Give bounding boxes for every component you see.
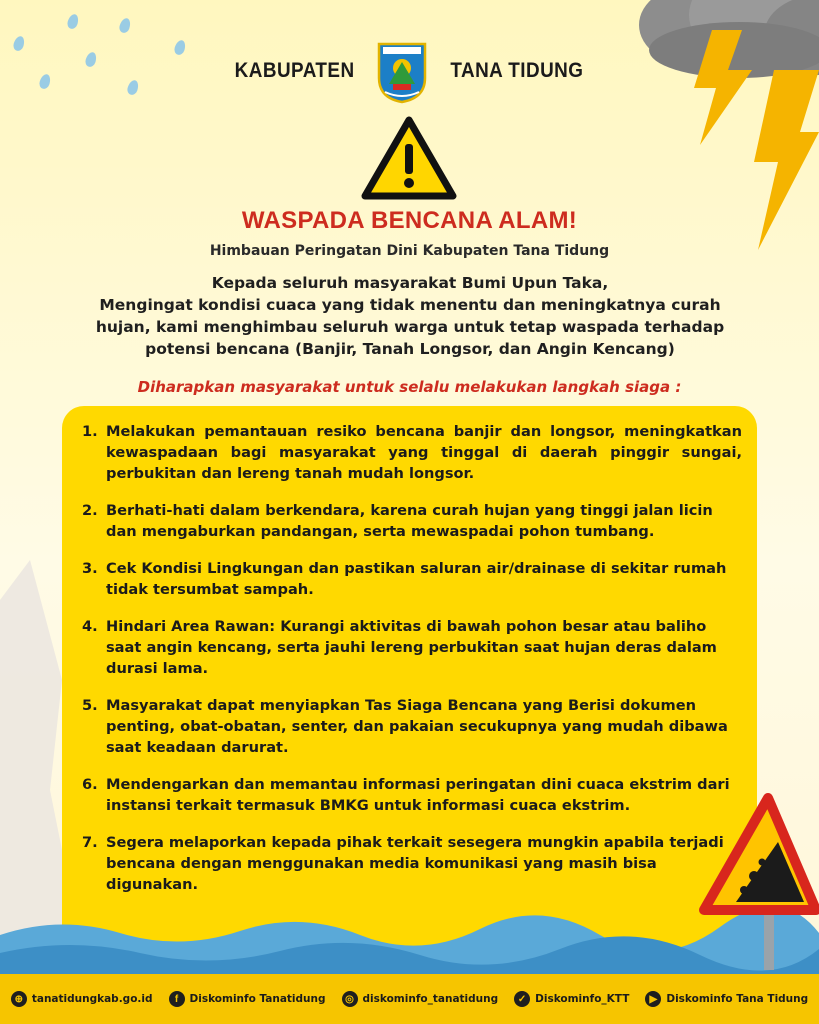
header-right-word: TANA TIDUNG [450, 59, 584, 82]
regency-crest-logo [375, 38, 429, 104]
facebook-label: Diskominfo Tanatidung [189, 993, 326, 1005]
step-text: Melakukan pemantauan resiko bencana banjir dan longsor, meningkatkan kewaspadaan bagi masyarakat yang tinggal di daerah pinggir sungai, perbukitan dan lereng tanah mudah longsor. [106, 423, 742, 482]
steps-list [82, 421, 742, 911]
step-text: Segera melaporkan kepada pihak terkait sesegera mungkin apabila terjadi bencana dengan menggunakan media komunikasi yang masih bisa digunakan. [106, 834, 724, 893]
rain-drop-icon [66, 13, 80, 30]
call-to-action: Diharapkan masyarakat untuk selalu melakukan langkah siaga : [137, 378, 682, 396]
list-item [82, 421, 742, 484]
rain-drop-icon [118, 17, 132, 34]
globe-icon: ⊕ [11, 991, 27, 1007]
intro-text [90, 272, 730, 360]
list-item [82, 695, 742, 758]
bird-icon: ✓ [514, 991, 530, 1007]
step-number: 7. [82, 834, 98, 851]
list-item [82, 500, 742, 542]
footer-twitter[interactable] [514, 991, 629, 1007]
instagram-label: diskominfo_tanatidung [362, 993, 499, 1005]
list-item [82, 558, 742, 600]
page-subtitle: Himbauan Peringatan Dini Kabupaten Tana Tidung [209, 243, 610, 259]
facebook-icon: f [169, 991, 185, 1007]
falling-rocks-sign-icon [696, 790, 819, 970]
website-label: tanatidungkab.go.id [31, 993, 153, 1005]
step-number: 1. [82, 423, 98, 440]
intro-body: Mengingat kondisi cuaca yang tidak menentu dan meningkatnya curah hujan, kami menghimbau seluruh warga untuk tetap waspada terhadap potensi bencana (Banjir, Tanah Longsor, dan Angin Kencang) [95, 296, 725, 358]
footer-instagram[interactable] [342, 991, 499, 1007]
step-number: 3. [82, 560, 98, 577]
instagram-icon: ◎ [342, 991, 358, 1007]
footer-facebook[interactable] [169, 991, 326, 1007]
step-text: Cek Kondisi Lingkungan dan pastikan saluran air/drainase di sekitar rumah tidak tersumbat sampah. [106, 560, 727, 598]
twitter-label: Diskominfo_KTT [535, 993, 630, 1005]
page-title: WASPADA BENCANA ALAM! [241, 207, 578, 234]
youtube-label: Diskominfo Tana Tidung [666, 993, 809, 1005]
step-text: Mendengarkan dan memantau informasi peringatan dini cuaca ekstrim dari instansi terkait termasuk BMKG untuk informasi cuaca ekstrim. [106, 776, 730, 814]
step-text: Berhati-hati dalam berkendara, karena curah hujan yang tinggi jalan licin dan mengaburkan pandangan, serta mewaspadai pohon tumbang. [106, 502, 713, 540]
list-item [82, 774, 742, 816]
step-number: 6. [82, 776, 98, 793]
list-item [82, 832, 742, 895]
footer-youtube[interactable] [645, 991, 808, 1007]
step-number: 4. [82, 618, 98, 635]
step-text: Masyarakat dapat menyiapkan Tas Siaga Bencana yang Berisi dokumen penting, obat-obatan, senter, dan pakaian secukupnya yang mudah dibawa saat keadaan darurat. [106, 697, 728, 756]
intro-greeting: Kepada seluruh masyarakat Bumi Upun Taka, [211, 274, 609, 292]
step-number: 5. [82, 697, 98, 714]
header [0, 36, 819, 106]
header-left-word: KABUPATEN [234, 59, 355, 82]
step-number: 2. [82, 502, 98, 519]
play-icon: ▶ [645, 991, 661, 1007]
warning-triangle-icon [361, 116, 457, 200]
footer [0, 974, 819, 1024]
footer-website[interactable] [11, 991, 153, 1007]
list-item [82, 616, 742, 679]
step-text: Hindari Area Rawan: Kurangi aktivitas di bawah pohon besar atau baliho saat angin kencang, serta jauhi lereng perbukitan saat hujan deras dalam durasi lama. [106, 618, 717, 677]
